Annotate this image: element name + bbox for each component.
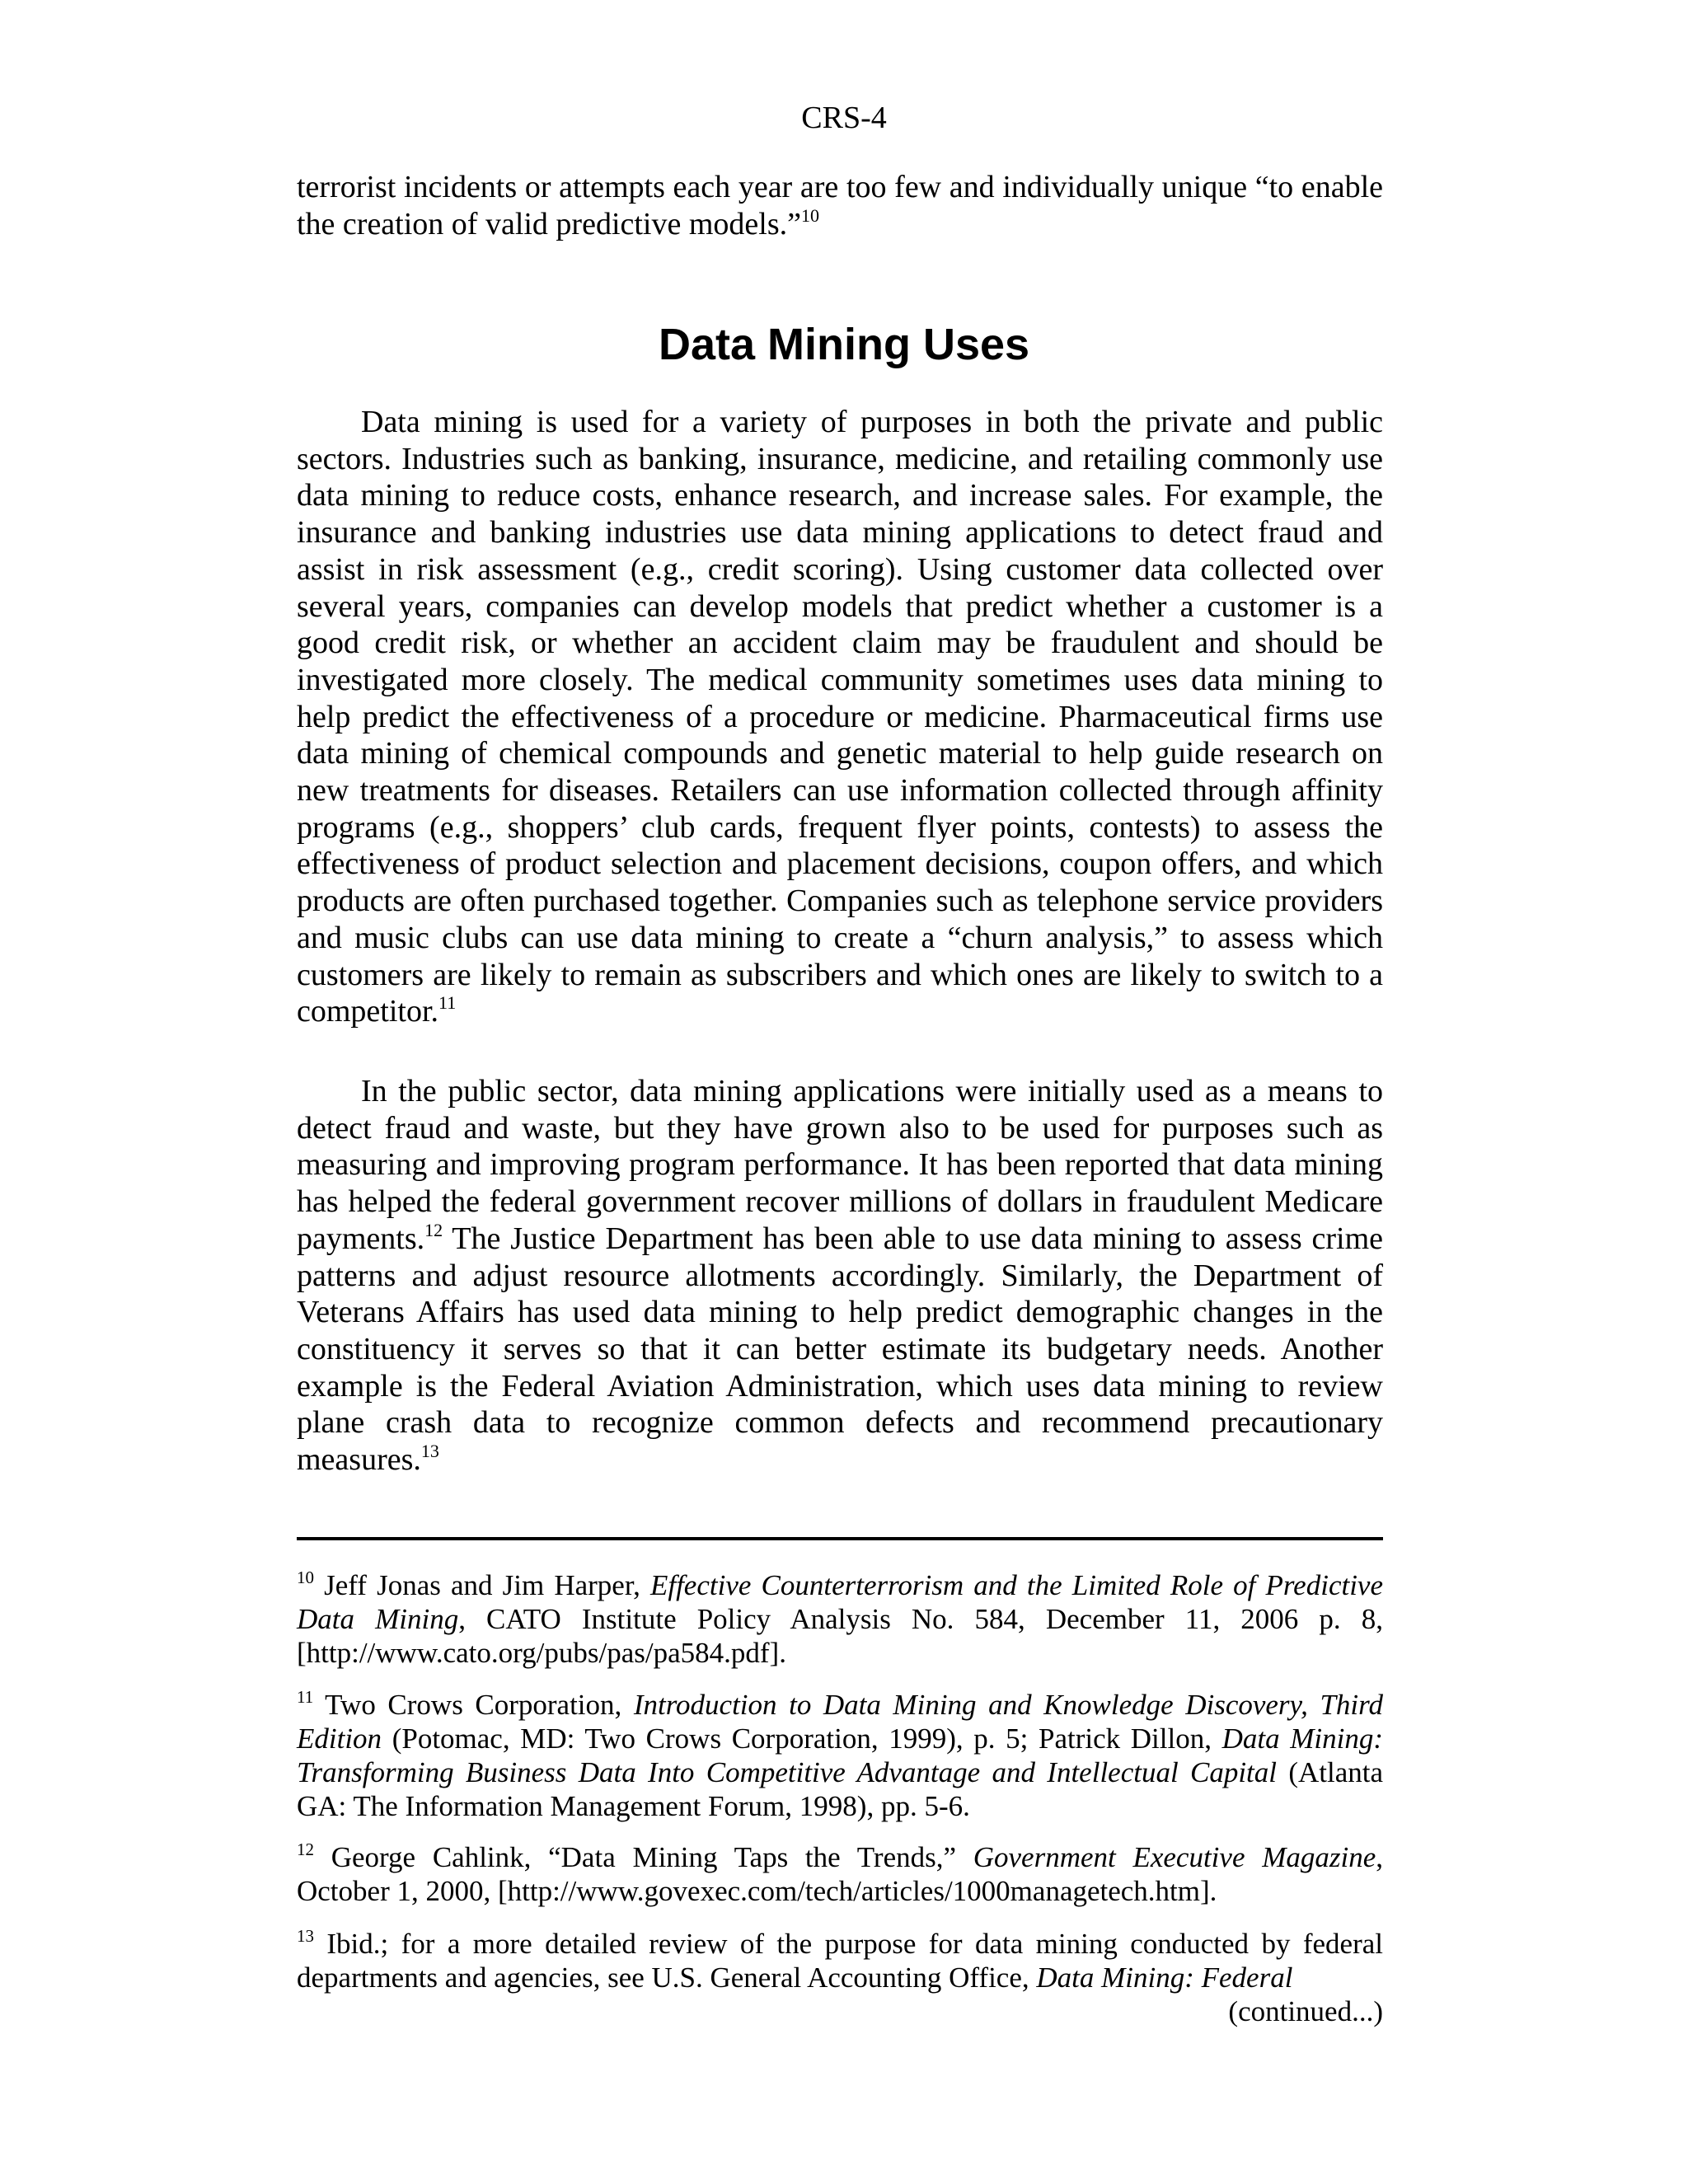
footnote-11 xyxy=(297,1688,1383,1823)
footnote-ref-13[interactable]: 13 xyxy=(420,1441,439,1462)
footnote-12-title: Government Executive Magazine xyxy=(973,1841,1376,1873)
footnote-12-number: 12 xyxy=(297,1840,314,1859)
footnote-10-number: 10 xyxy=(297,1568,314,1587)
section-heading: Data Mining Uses xyxy=(658,320,1030,369)
page-number-header: CRS-4 xyxy=(801,101,887,135)
footnote-ref-11[interactable]: 11 xyxy=(438,992,457,1014)
footnote-11-text-3: (Atlanta GA: The Information Management Forum, 1998), pp. 5-6. xyxy=(297,1756,1383,1822)
continued-marker: (continued...) xyxy=(1228,1995,1383,2027)
footnote-10-title: Effective Counterterrorism and the Limited Role of Predictive Data Mining xyxy=(297,1569,1383,1635)
intro-paragraph xyxy=(297,169,1383,242)
footnote-12-text-2: , October 1, 2000, [http://www.govexec.com/tech/articles/1000managetech.htm]. xyxy=(297,1841,1383,1907)
footnote-10 xyxy=(297,1568,1383,1670)
footnote-10-text-2: , CATO Institute Policy Analysis No. 584, December 11, 2006 p. 8, [http://www.cato.org/pubs/pas/pa584.pdf]. xyxy=(297,1603,1383,1669)
footnote-11-text-1: Two Crows Corporation, xyxy=(313,1689,634,1721)
paragraph-2-text-b: The Justice Department has been able to use data mining to assess crime patterns and adjust resource allotments accordingly. Similarly, the Department of Veterans Affairs has used data mining to help predict demographic changes in the constituency it serves so that it can better estimate its budgetary needs. Another example is the Federal Aviation Administration, which uses data mining to review plane crash data to recognize common defects and recommend precautionary measures. xyxy=(297,1221,1383,1478)
footnote-11-number: 11 xyxy=(297,1687,314,1707)
footnote-13-text-1: Ibid.; for a more detailed review of the purpose for data mining conducted by federal departments and agencies, see U.S. General Accounting Office, xyxy=(297,1928,1383,1994)
footnote-ref-12[interactable]: 12 xyxy=(424,1219,443,1240)
footnote-divider xyxy=(297,1537,1383,1540)
footnote-11-title-2: Data Mining: Transforming Business Data Into Competitive Advantage and Intellectual Capital xyxy=(297,1722,1383,1788)
footnote-12-text-1: George Cahlink, “Data Mining Taps the Trends,” xyxy=(314,1841,973,1873)
footnote-11-text-2: (Potomac, MD: Two Crows Corporation, 1999), p. 5; Patrick Dillon, xyxy=(382,1722,1222,1755)
paragraph-2-text-a: In the public sector, data mining applications were initially used as a means to detect fraud and waste, but they have grown also to be used for purposes such as measuring and improving program performance. It has been reported that data mining has helped the federal government recover millions of dollars in fraudulent Medicare payments. xyxy=(297,1074,1383,1256)
body-paragraph-2 xyxy=(297,1073,1383,1479)
footnote-11-title-1: Introduction to Data Mining and Knowledge Discovery, Third Edition xyxy=(297,1689,1383,1755)
footnote-10-text-1: Jeff Jonas and Jim Harper, xyxy=(314,1569,650,1601)
footnote-13-number: 13 xyxy=(297,1926,314,1946)
paragraph-1-text: Data mining is used for a variety of purposes in both the private and public sectors. Industries such as banking, insurance, medicine, and retailing commonly use data mining to reduce costs, enhance research, and increase sales. For example, the insurance and banking industries use data mining applications to detect fraud and assist in risk assessment (e.g., credit scoring). Using customer data collected over several years, companies can develop models that predict whether a customer is a good credit risk, or whether an accident claim may be fraudulent and should be investigated more closely. The medical community sometimes uses data mining to help predict the effectiveness of a procedure or medicine. Pharmaceutical firms use data mining of chemical compounds and genetic material to help guide research on new treatments for diseases. Retailers can use information collected through affinity programs (e.g., shoppers’ club cards, frequent flyer points, contests) to assess the effectiveness of product selection and placement decisions, coupon offers, and which products are often purchased together. Companies such as telephone service providers and music clubs can use data mining to create a “churn analysis,” to assess which customers are likely to remain as subscribers and which ones are likely to switch to a competitor. xyxy=(297,405,1383,1029)
footnote-ref-10[interactable]: 10 xyxy=(801,204,819,226)
intro-text: terrorist incidents or attempts each year are too few and individually unique “to enable the creation of valid predictive models.” xyxy=(297,170,1383,241)
footnote-13 xyxy=(297,1927,1383,1994)
body-paragraph-1 xyxy=(297,404,1383,1030)
footnote-12 xyxy=(297,1840,1383,1908)
footnote-13-title: Data Mining: Federal xyxy=(1036,1961,1293,1994)
